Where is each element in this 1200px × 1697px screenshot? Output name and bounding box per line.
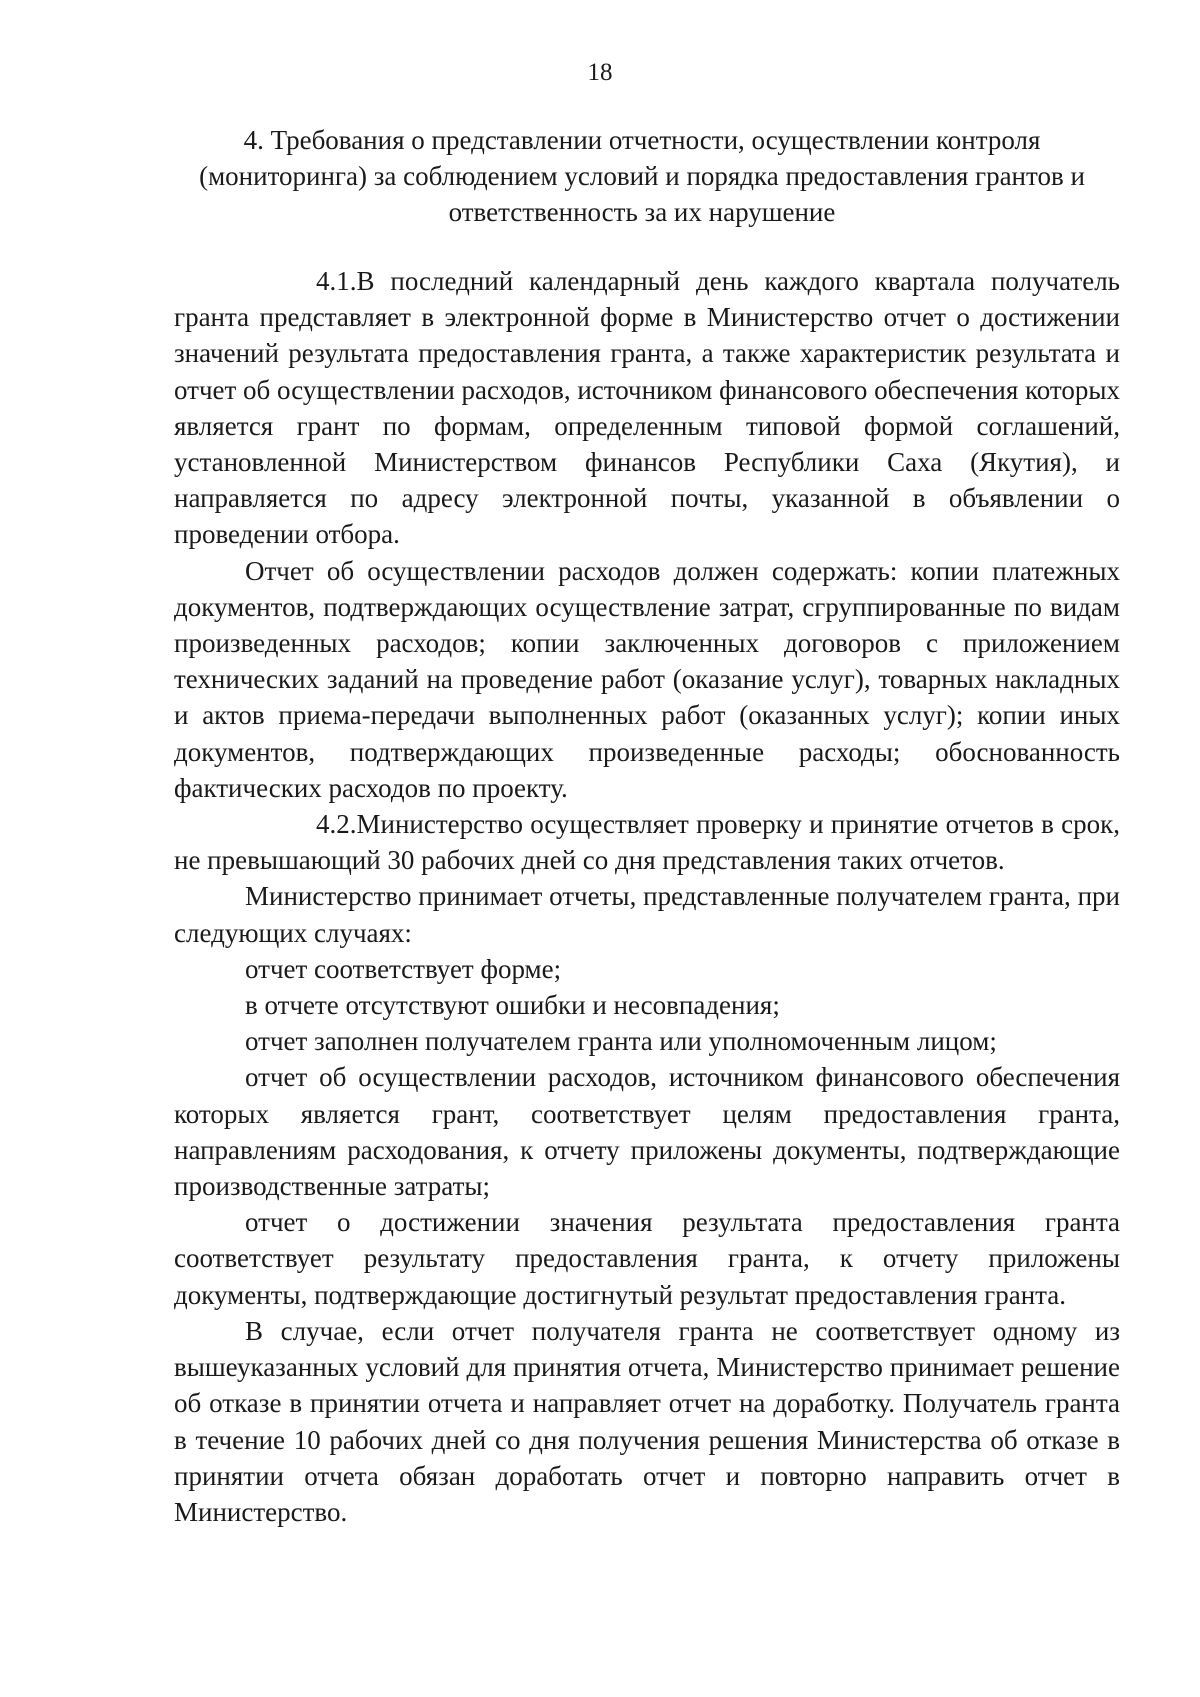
paragraph-text: отчет соответствует форме;	[245, 953, 562, 984]
section-title-line: ответственность за их нарушение	[448, 197, 836, 227]
paragraph-rejection-procedure	[174, 1313, 1120, 1530]
paragraph-text: отчет о достижении значения результата предоставления гранта соответствует результату предоставления гранта, к отчету приложены документы, подтверждающие достигнутый результат предоставления гранта.	[174, 1207, 1120, 1310]
list-item-condition	[174, 1059, 1120, 1204]
page-number: 18	[587, 59, 613, 86]
paragraph-4-1	[174, 263, 1120, 553]
paragraph-text: В случае, если отчет получателя гранта не соответствует одному из вышеуказанных условий для принятия отчета, Министерство принимает решение об отказе в принятии отчета и направляет отчет на доработку. Получатель гранта в течение 10 рабочих дней со дня получения решения Министерства об отказе в принятии отчета обязан доработать отчет и повторно направить отчет в Министерство.	[174, 1315, 1120, 1527]
paragraph-acceptance-conditions	[174, 878, 1120, 950]
paragraph-text: Отчет об осуществлении расходов должен содержать: копии платежных документов, подтверждающих осуществление затрат, сгруппированные по видам произведенных расходов; копии заключенных договоров с приложением технических заданий на проведение работ (оказание услуг), товарных накладных и актов приема-передачи выполненных работ (оказанных услуг); копии иных документов, подтверждающих произведенные расходы; обоснованность фактических расходов по проекту.	[174, 555, 1120, 803]
list-item-condition	[174, 987, 1120, 1023]
paragraph-expense-report-contents	[174, 553, 1120, 806]
section-title-line: (мониторинга) за соблюдением условий и порядка предоставления грантов и	[199, 161, 1085, 191]
paragraph-text: отчет об осуществлении расходов, источником финансового обеспечения которых является грант, соответствует целям предоставления гранта, направлениям расходования, к отчету приложены документы, подтверждающие производственные затраты;	[174, 1062, 1120, 1202]
paragraph-text: в отчете отсутствуют ошибки и несовпадения;	[245, 990, 780, 1021]
paragraph-text: Министерство осуществляет проверку и принятие отчетов в срок, не превышающий 30 рабочих дней со дня представления таких отчетов.	[174, 809, 1120, 876]
clause-number: 4.2.	[316, 809, 357, 840]
list-item-condition	[174, 1204, 1120, 1313]
section-title	[170, 122, 1114, 230]
paragraph-text: отчет заполнен получателем гранта или уполномоченным лицом;	[245, 1026, 997, 1057]
document-body	[174, 263, 1120, 1530]
list-item-condition	[174, 1023, 1120, 1059]
clause-number: 4.1.	[316, 266, 357, 296]
paragraph-text: В последний календарный день каждого квартала получатель гранта представляет в электронной форме в Министерство отчет о достижении значений результата предоставления гранта, а также характеристик результата и отчет об осуществлении расходов, источником финансового обеспечения которых является грант по формам, определенным типовой формой соглашений, установленной Министерством финансов Республики Саха (Якутия), и направляется по адресу электронной почты, указанной в объявлении о проведении отбора.	[174, 266, 1120, 550]
section-title-line: 4. Требования о представлении отчетности, осуществлении контроля	[243, 125, 1041, 155]
list-item-condition	[174, 951, 1120, 987]
paragraph-text: Министерство принимает отчеты, представленные получателем гранта, при следующих случаях:	[174, 881, 1120, 948]
paragraph-4-2	[174, 806, 1120, 878]
